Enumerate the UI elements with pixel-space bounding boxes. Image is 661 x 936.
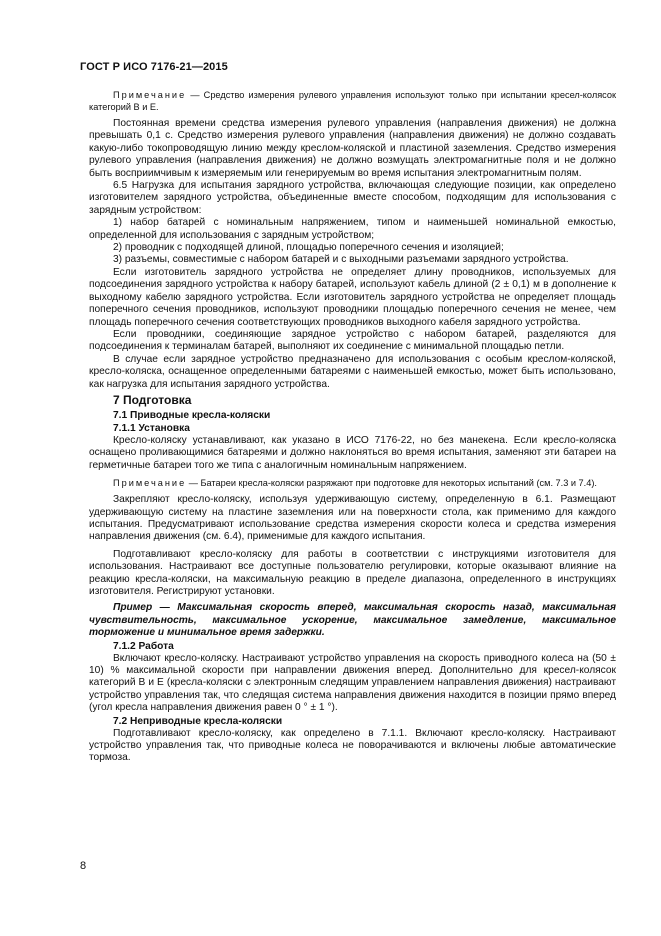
subsection-heading: 7.2 Неприводные кресла-коляски bbox=[113, 715, 283, 727]
example-paragraph: Пример — Максимальная скорость вперед, максимальная скорость назад, максимальная чувствительность, максимальное ускорение, максимальное замедление, максимальное торможение и минимальное время задержки. bbox=[89, 602, 616, 639]
paragraph: Включают кресло-коляску. Настраивают устройство управления на скорость приводного колеса на (50 ± 10) % максимальной скорости при направлении движения вперед. Дополнительно для кресел-колясок категорий В и Е (кресла-коляски с электронным следящим управлением направления движения) настраивают устройство управления так, что следящая система направления движения находится в позиции прямо вперед (угол кресла направления движения равен 0 ° ± 1 °). bbox=[89, 652, 616, 714]
paragraph: Подготавливают кресло-коляску для работы в соответствии с инструкциями изготовителя для использования. Настраивают все доступные пользователю регулировки, которые оказывают влияние на реакцию кресла-коляски, на максимальную реакцию в пределе диапазона, определенного в инструкциях изготовителя. Регистрируют установки. bbox=[89, 548, 616, 597]
paragraph: Подготавливают кресло-коляску, как определено в 7.1.1. Включают кресло-коляску. Настраивают устройство управления так, что приводные колеса не поворачиваются и включены любые автоматические тормоза. bbox=[89, 727, 616, 764]
paragraph: 6.5 Нагрузка для испытания зарядного устройства, включающая следующие позиции, как определено изготовителем зарядного устройства, объединенные вместе способом, подходящим для использования с зарядным устройством: bbox=[89, 180, 616, 216]
note-text: — Батареи кресла-коляски разряжают при подготовке для некоторых испытаний (см. 7.3 и 7.4). bbox=[186, 478, 597, 489]
subsection-heading: 7.1 Приводные кресла-коляски bbox=[113, 409, 271, 421]
subsection-heading: 7.1.1 Установка bbox=[113, 422, 190, 434]
document-header: ГОСТ Р ИСО 7176-21—2015 bbox=[80, 61, 228, 73]
paragraph: Закрепляют кресло-коляску, используя удерживающую систему, определенную в 6.1. Размещают удерживающую систему на пластине заземления или на поверхности стола, как применимо для каждого испытания. Предусматривают использование средства измерения скорости колеса и средства измерения направления движения (см. 6.4), применимые для каждого испытания. bbox=[89, 494, 616, 543]
paragraph: Если изготовитель зарядного устройства не определяет длину проводников, используемых для подсоединения зарядного устройства к набору батарей, используют кабель длиной (2 ± 0,1) м в дополнение к выходному кабелю зарядного устройства. Если изготовитель зарядного устройства не определяет площадь поперечного сечения проводников, используют проводники площадью поперечного сечения не менее, чем площадь поперечного сечения соответствующих проводников выходного кабеля зарядного устройства. bbox=[89, 266, 616, 328]
note-label: Примечание bbox=[113, 478, 187, 489]
page-number: 8 bbox=[80, 860, 87, 872]
section-heading: 7 Подготовка bbox=[113, 392, 192, 407]
note-text: — Средство измерения рулевого управления используют только при испытании кресел-колясок категорий В и Е. bbox=[89, 90, 616, 112]
document-body bbox=[89, 89, 616, 765]
paragraph: Постоянная времени средства измерения рулевого управления (направления движения) не должна превышать 0,1 с. Средство измерения рулевого управления (направления движения) не должно создавать какую-либо токопроводящую линию между креслом-коляской и пластиной заземления. Средство измерения рулевого управления (направления движения) не должно возмущать электромагнитные поля и не должно быть восприимчивым к измеряемым или генерируемым во время испытания электромагнитным полям. bbox=[89, 118, 616, 179]
paragraph: Если проводники, соединяющие зарядное устройство с набором батарей, разделяются для подсоединения к терминалам батарей, выполняют их соединение с минимальной площадью петли. bbox=[89, 328, 616, 353]
list-item: 1) набор батарей с номинальным напряжением, типом и наименьшей номинальной емкостью, определенной для использования с зарядным устройством; bbox=[89, 217, 616, 241]
note-paragraph bbox=[89, 89, 616, 113]
subsection-heading: 7.1.2 Работа bbox=[113, 640, 174, 652]
paragraph: В случае если зарядное устройство предназначено для использования с особым креслом-коляской, кресло-коляска, оснащенное определенными батареями с наименьшей емкостью, может быть использовано, как нагрузка для испытания зарядного устройства. bbox=[89, 353, 616, 390]
note-paragraph bbox=[89, 477, 616, 489]
paragraph: Кресло-коляску устанавливают, как указано в ИСО 7176-22, но без манекена. Если кресло-коляска оснащено проливающимися батареями и должно наклоняться во время испытания, заменяют эти батареи на герметичные батареи того же типа с аналогичным номинальным напряжением. bbox=[89, 434, 616, 471]
note-label: Примечание bbox=[113, 90, 187, 100]
list-item: 2) проводник с подходящей длиной, площадью поперечного сечения и изоляцией; bbox=[113, 242, 504, 254]
list-item: 3) разъемы, совместимые с набором батарей и с выходными разъемами зарядного устройства. bbox=[113, 254, 569, 266]
